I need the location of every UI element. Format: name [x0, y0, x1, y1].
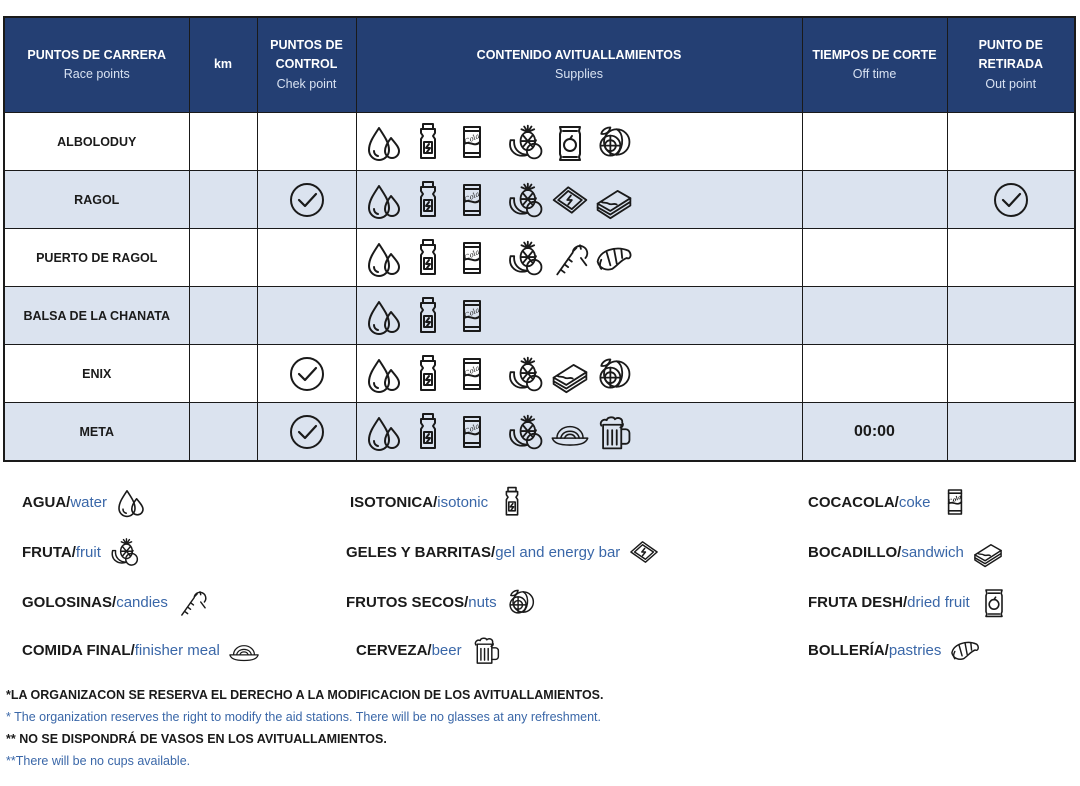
- legend-label-en: finisher meal: [134, 641, 220, 659]
- legend-item: [808, 586, 1010, 618]
- header-supplies: CONTENIDO AVITUALLAMIENTOS Supplies: [356, 17, 802, 113]
- checkmark-icon: [258, 355, 356, 393]
- legend-label-en: nuts: [468, 593, 497, 611]
- svg-text:Cola: Cola: [462, 421, 481, 436]
- svg-text:Cola: Cola: [462, 305, 481, 320]
- coke-icon: [452, 354, 492, 394]
- legend-label-es: AGUA/: [22, 493, 71, 511]
- coke-icon: [452, 296, 492, 336]
- isotonic-icon: [496, 486, 528, 518]
- water-icon: [364, 354, 404, 394]
- fruit-icon: [506, 122, 546, 162]
- note-es-1: *LA ORGANIZACON SE RESERVA EL DERECHO A LA MODIFICACION DE LOS AVITUALLAMIENTOS.: [6, 688, 604, 702]
- race-point-name: META: [4, 403, 189, 462]
- svg-text:Cola: Cola: [462, 189, 481, 204]
- gel-bar-icon: [628, 536, 660, 568]
- table-row: [4, 113, 1075, 171]
- aid-stations-table: [3, 16, 1076, 462]
- header-km: km: [189, 17, 257, 113]
- km-cell: [189, 345, 257, 403]
- header-checkpoint: PUNTOS DE CONTROL Chek point: [257, 17, 356, 113]
- checkpoint-cell: [257, 171, 356, 229]
- nuts-icon: [594, 354, 634, 394]
- legend-item: [356, 634, 502, 666]
- out-point-cell: [947, 171, 1075, 229]
- beer-icon: [594, 412, 634, 452]
- out-point-cell: [947, 287, 1075, 345]
- race-point-name: BALSA DE LA CHANATA: [4, 287, 189, 345]
- legend-item: [808, 634, 981, 666]
- table-row: [4, 287, 1075, 345]
- sandwich-icon: [594, 180, 634, 220]
- gel-bar-icon: [550, 180, 590, 220]
- coke-icon: [939, 486, 971, 518]
- legend-label-es: ISOTONICA/: [350, 493, 438, 511]
- cut-time-cell: [802, 345, 947, 403]
- coke-icon: [452, 238, 492, 278]
- legend-item: [808, 486, 971, 518]
- isotonic-icon: [408, 354, 448, 394]
- nuts-icon: [505, 586, 537, 618]
- legend-label-es: FRUTA/: [22, 543, 76, 561]
- race-point-name: RAGOL: [4, 171, 189, 229]
- legend-item: [22, 634, 260, 666]
- fruit-icon: [506, 412, 546, 452]
- cut-time-cell: [802, 287, 947, 345]
- legend-item: [346, 536, 660, 568]
- race-point-name: ALBOLODUY: [4, 113, 189, 171]
- legend-label-es: FRUTOS SECOS/: [346, 593, 469, 611]
- legend-label-es: BOCADILLO/: [808, 543, 902, 561]
- legend-label-es: GOLOSINAS/: [22, 593, 117, 611]
- sandwich-icon: [972, 536, 1004, 568]
- cut-time-cell: [802, 171, 947, 229]
- cut-time-cell: [802, 229, 947, 287]
- table-row: [4, 345, 1075, 403]
- out-point-cell: [947, 113, 1075, 171]
- legend-label-en: pastries: [888, 641, 942, 659]
- supplies-cell: [356, 171, 802, 229]
- legend-label-en: fruit: [75, 543, 101, 561]
- checkmark-icon: [258, 181, 356, 219]
- fruit-icon: [109, 536, 141, 568]
- beer-icon: [470, 634, 502, 666]
- checkpoint-cell: [257, 113, 356, 171]
- isotonic-icon: [408, 238, 448, 278]
- finisher-meal-icon: [550, 412, 590, 452]
- legend-item: [22, 586, 208, 618]
- checkpoint-cell: [257, 287, 356, 345]
- legend-item: [22, 536, 141, 568]
- water-icon: [364, 180, 404, 220]
- water-icon: [364, 122, 404, 162]
- legend-label-es: GELES Y BARRITAS/: [346, 543, 496, 561]
- pastry-icon: [594, 238, 634, 278]
- table-row: [4, 403, 1075, 462]
- out-point-cell: [947, 229, 1075, 287]
- km-cell: [189, 287, 257, 345]
- dried-fruit-icon: [550, 122, 590, 162]
- km-cell: [189, 113, 257, 171]
- supplies-cell: [356, 403, 802, 462]
- legend-label-en: water: [70, 493, 108, 511]
- legend-label-en: coke: [898, 493, 931, 511]
- legend-label-es: FRUTA DESH/: [808, 593, 908, 611]
- race-point-name: ENIX: [4, 345, 189, 403]
- legend-item: [350, 486, 528, 518]
- supplies-cell: [356, 287, 802, 345]
- water-icon: [115, 486, 147, 518]
- km-cell: [189, 171, 257, 229]
- isotonic-icon: [408, 412, 448, 452]
- header-race-points: PUNTOS DE CARRERA Race points: [4, 17, 189, 113]
- checkpoint-cell: [257, 229, 356, 287]
- isotonic-icon: [408, 122, 448, 162]
- legend-label-en: isotonic: [437, 493, 489, 511]
- water-icon: [364, 238, 404, 278]
- isotonic-icon: [408, 296, 448, 336]
- legend-label-es: COMIDA FINAL/: [22, 641, 135, 659]
- checkpoint-cell: [257, 403, 356, 462]
- candy-icon: [176, 586, 208, 618]
- legend-label-en: candies: [116, 593, 168, 611]
- coke-icon: [452, 412, 492, 452]
- fruit-icon: [506, 180, 546, 220]
- svg-text:Cola: Cola: [947, 494, 963, 506]
- water-icon: [364, 412, 404, 452]
- fruit-icon: [506, 354, 546, 394]
- legend-item: [346, 586, 537, 618]
- sandwich-icon: [550, 354, 590, 394]
- checkpoint-cell: [257, 345, 356, 403]
- supplies-cell: [356, 345, 802, 403]
- checkmark-icon: [258, 413, 356, 451]
- legend-label-en: sandwich: [901, 543, 964, 561]
- table-row: [4, 229, 1075, 287]
- fruit-icon: [506, 238, 546, 278]
- svg-text:Cola: Cola: [462, 131, 481, 146]
- legend-label-en: gel and energy bar: [495, 543, 621, 561]
- svg-text:Cola: Cola: [462, 247, 481, 262]
- finisher-meal-icon: [228, 634, 260, 666]
- coke-icon: [452, 122, 492, 162]
- pastry-icon: [949, 634, 981, 666]
- legend-item: [22, 486, 147, 518]
- table-header-row: [4, 17, 1075, 113]
- header-cut-time: TIEMPOS DE CORTE Off time: [802, 17, 947, 113]
- legend-label-es: CERVEZA/: [356, 641, 432, 659]
- cut-time-cell: [802, 113, 947, 171]
- legend-label-en: dried fruit: [907, 593, 970, 611]
- checkmark-icon: [948, 181, 1075, 219]
- isotonic-icon: [408, 180, 448, 220]
- legend-label-es: BOLLERÍA/: [808, 641, 889, 659]
- note-es-2: ** NO SE DISPONDRÁ DE VASOS EN LOS AVITUALLAMIENTOS.: [6, 732, 387, 746]
- out-point-cell: [947, 345, 1075, 403]
- km-cell: [189, 403, 257, 462]
- table-row: [4, 171, 1075, 229]
- supplies-cell: [356, 113, 802, 171]
- out-point-cell: [947, 403, 1075, 462]
- header-out-point: PUNTO DE RETIRADA Out point: [947, 17, 1075, 113]
- coke-icon: [452, 180, 492, 220]
- cut-time-cell: 00:00: [802, 403, 947, 462]
- legend-label-es: COCACOLA/: [808, 493, 899, 511]
- dried-fruit-icon: [978, 586, 1010, 618]
- legend-item: [808, 536, 1004, 568]
- supplies-cell: [356, 229, 802, 287]
- race-point-name: PUERTO DE RAGOL: [4, 229, 189, 287]
- note-en-2: **There will be no cups available.: [6, 754, 191, 768]
- km-cell: [189, 229, 257, 287]
- svg-text:Cola: Cola: [462, 363, 481, 378]
- candy-icon: [550, 238, 590, 278]
- note-en-1: * The organization reserves the right to modify the aid stations. There will be no glasses at any refreshment.: [6, 710, 601, 724]
- nuts-icon: [594, 122, 634, 162]
- legend-label-en: beer: [431, 641, 462, 659]
- water-icon: [364, 296, 404, 336]
